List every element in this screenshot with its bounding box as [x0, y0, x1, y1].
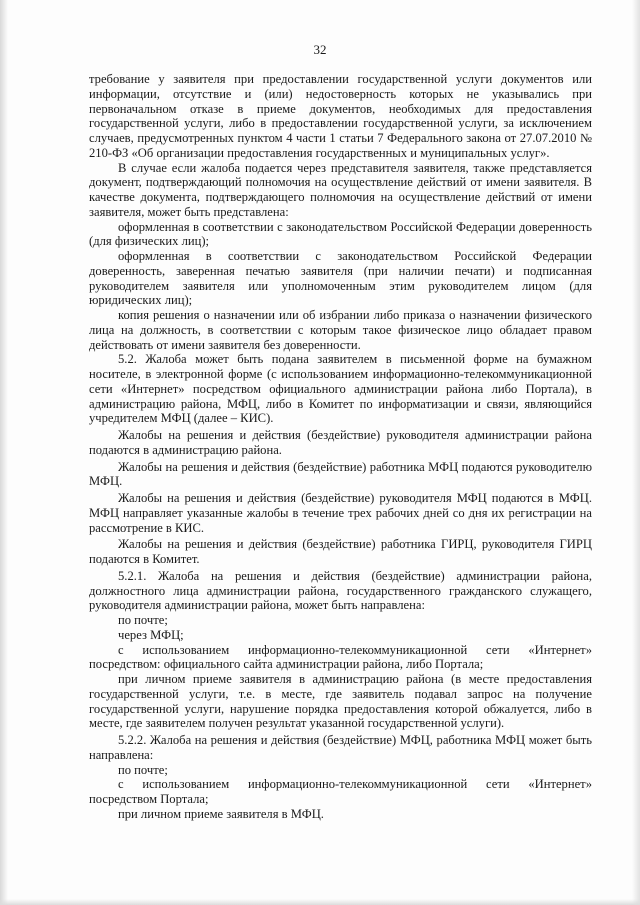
paragraph: оформленная в соответствии с законодательством Российской Федерации доверенность (для физических лиц); — [89, 219, 592, 249]
paragraph: с использованием информационно-телекоммуникационной сети «Интернет» посредством Портала; — [89, 777, 592, 806]
paragraph: при личном приеме заявителя в МФЦ. — [118, 806, 324, 821]
paragraph: по почте; — [118, 613, 168, 627]
scan-shadow-right — [632, 0, 640, 905]
paragraph: 5.2. Жалоба может быть подана заявителем в письменной форме на бумажном носителе, в электронной форме (с использованием информационно-телекоммуникационной сети «Интернет» посредством официального администрации района либо Портала), в администрацию района, МФЦ, либо в Комитет по информатизации и связи, являющийся учредителем МФЦ (далее – КИС). — [89, 352, 592, 426]
scan-shadow-bottom — [0, 899, 640, 905]
paragraph: Жалобы на решения и действия (бездействие) работника ГИРЦ, руководителя ГИРЦ подаются в Комитет. — [89, 537, 592, 566]
paragraph: при личном приеме заявителя в администрацию района (в месте предоставления государственной услуги, т.е. в месте, где заявитель подавал запрос на получение государственной услуги, нарушение порядка предоставления которой обжалуется, либо в месте, где заявителем получен результат указанной государственной услуги). — [89, 672, 592, 731]
paragraph: Жалобы на решения и действия (бездействие) руководителя МФЦ подаются в МФЦ. МФЦ направляет указанные жалобы в течение трех рабочих дней со дня их регистрации на рассмотрение в КИС. — [89, 491, 592, 535]
paragraph: Жалобы на решения и действия (бездействие) работника МФЦ подаются руководителю МФЦ. — [89, 459, 592, 489]
paragraph: Жалобы на решения и действия (бездействие) руководителя администрации района подаются в администрацию района. — [89, 428, 592, 457]
paragraph: по почте; — [118, 762, 168, 777]
paragraph: 5.2.1. Жалоба на решения и действия (бездействие) администрации района, должностного лица администрации района, государственного гражданского служащего, руководителя администрации района, может быть направлена: — [89, 568, 592, 613]
paragraph: 5.2.2. Жалоба на решения и действия (бездействие) МФЦ, работника МФЦ может быть направлена: — [89, 733, 592, 762]
paragraph: оформленная в соответствии с законодательством Российской Федерации доверенность, заверенная печатью заявителя (при наличии печати) и подписанная руководителем заявителя или уполномоченным этим руководителем лицом (для юридических лиц); — [89, 249, 592, 308]
paragraph: с использованием информационно-телекоммуникационной сети «Интернет» посредством: официального сайта администрации района, либо Портала; — [89, 642, 592, 672]
paragraph: через МФЦ; — [118, 627, 184, 642]
document-body — [89, 72, 592, 822]
paragraph: требование у заявителя при предоставлении государственной услуги документов или информации, отсутствие и (или) недостоверность которых не указывались при первоначальном отказе в приеме документов, необходимых для предоставления государственной услуги, либо в предоставлении государственной услуги, за исключением случаев, предусмотренных пунктом 4 части 1 статьи 7 Федерального закона от 27.07.2010 № 210-ФЗ «Об организации предоставления государственных и муниципальных услуг». — [89, 72, 592, 160]
paragraph: копия решения о назначении или об избрании либо приказа о назначении физического лица на должность, в соответствии с которым такое физическое лицо обладает правом действовать от имени заявителя без доверенности. — [89, 308, 592, 352]
page-number: 32 — [313, 42, 327, 57]
paragraph: В случае если жалоба подается через представителя заявителя, также представляется документ, подтверждающий полномочия на осуществление действий от имени заявителя. В качестве документа, подтверждающего полномочия на осуществление действий от имени заявителя, может быть представлена: — [89, 160, 592, 219]
scan-shadow-left — [0, 0, 8, 905]
